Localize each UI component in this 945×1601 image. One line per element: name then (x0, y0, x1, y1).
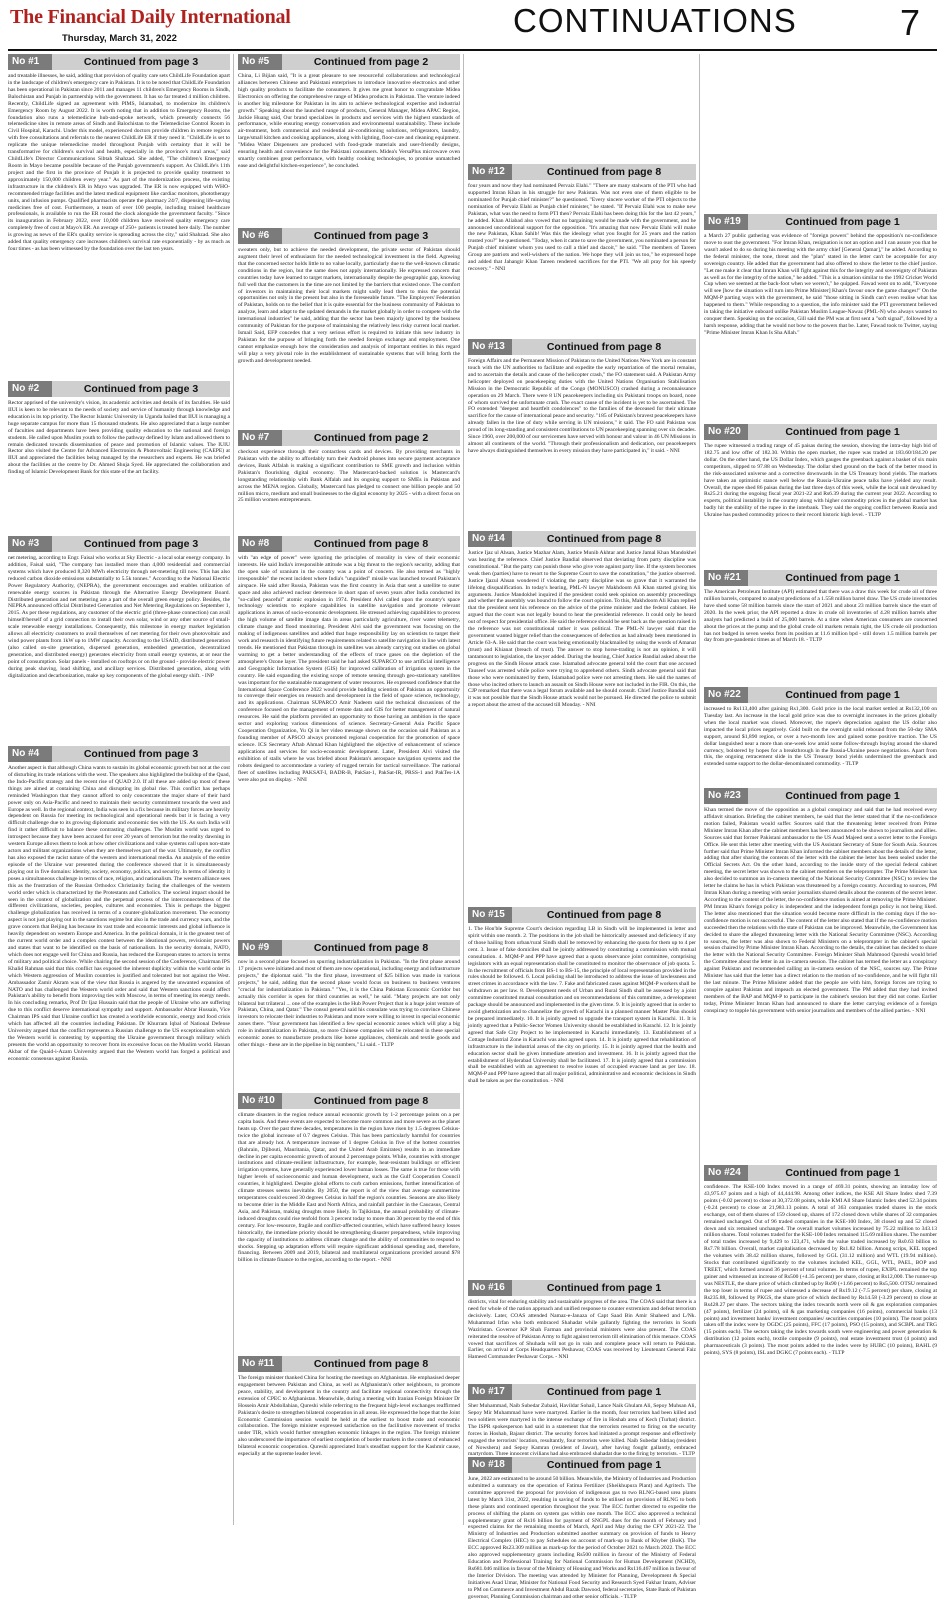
article-19 (704, 214, 937, 421)
article-number: No #20 (704, 424, 748, 440)
article-number: No #5 (238, 54, 282, 70)
article-12 (468, 164, 696, 336)
article-22 (704, 687, 937, 785)
article-body: climate disasters in the region reduce annual economic growth by 1-2 percentage points on a per capita basis. And these events are expected to become more common and more severe as the planet heats up. Over the past three decades, temperatures in the region have risen by 1.5 degrees Celsius-twice the global increase of 0.7 degrees Celsius. This has been particularly harmful for countries that are already hot. A temperature increase of 1 degree Celsius in five of the hottest countries (Bahrain, Djibouti, Mauritania, Qatar, and the United Arab Emirates) results in an immediate decline in per capita economic growth of around 2 percentage points. While, countries with stronger institutions and climate-resilient infrastructure, for example, heat-resistant buildings or efficient irrigation systems, have generally experienced lower human losses. The same is true for those with higher levels of socioeconomic and human development, such as the Gulf Cooperation Council countries, it highlighted. Despite global efforts to curb carbon emissions, further intensification of climate stresses seems inevitable. By 2050, the report is of the view that average summertime temperatures could exceed 30 degrees Celsius in half the region's countries. Seasons are also likely to become drier in the Middle East and North Africa, and rainfall patchier in the Caucasus, Central Asia, and Pakistan, making droughts more likely. In Tajikistan, the annual probability of climate-induced droughts could rise tenfold from 3 percent today to more than 30 percent by the end of this century. For low-resource, fragile and conflict-affected countries, which have suffered heavy losses historically, the immediate priority should be strengthening disaster preparedness, while improving the capacity of institutions to address climate change and the ability of communities to respond to shocks. Stepping up adaptation efforts will require significant additional spending and, therefore, financing. Between 2009 and 2019, bilateral and multilateral organizations provided around $78 billion in climate finance to the region, according to the report. - NNI (238, 1112, 460, 1264)
article-continued-label: Continued from page 8 (546, 533, 662, 545)
article-continued-label: Continued from page 8 (546, 909, 662, 921)
article-number: No #7 (238, 430, 282, 446)
article-7 (238, 430, 460, 533)
article-header (704, 214, 937, 230)
article-3 (8, 536, 230, 744)
article-continued-label: Continued from page 8 (313, 942, 429, 954)
article-number: No #1 (8, 54, 52, 70)
article-body: checkout experience through their contactless cards and devices. By providing merchants in Pakistan with the ability to affordably turn their Android phones into secure payment acceptance devices, Bank Alfalah is making a significant contribution to SME growth and inclusion within Pakistan's flourishing digital economy. The Mastercard-backed solution is Mastercard's longstanding relationship with Bank Alfalah and its ongoing support to SMEs in Pakistan and across the MENA region. Globally, Mastercard has pledged to connect one billion people and 50 million micro, medium and small businesses to the digital economy by 2025 - with a direct focus on 25 million women entrepreneurs. (238, 449, 460, 504)
article-body: a March 27 public gathering was evidence of "foreign powers" behind the opposition's no-confidence move to oust the government. "For Imran Khan, resignation is not an option and I can assure you that he wasn't asked to do so during his meeting with the army chief [General Qamar]," he added. According to the federal minister, the tone, threat and the "plan" stated in the letter can't be acceptable for any sovereign country. He added that the government had also offered to show the letter to the chief justice. "Let me make it clear that Imran Khan will fight against this for the integrity and sovereignty of Pakistan as well as for the integrity of the nation," he added. "This is a situation similar to the 1992 Cricket World Cup when we seemed at the back-foot when we weren't," he quipped. Fawad went on to add, "Everyone will see [how the situation will turn into Prime Minister] Khan's favour once the game changes!" On the MQM-P parting ways with the government, he said "those sitting in Sindh can't even realise what has happened to them." While responding to a question, the info minister said the PTI government believed in taking the initiative onboard unlike Pakistan Muslim League-Nawaz (PML-N) who always wanted to conquer them. Speaking on the occasion, Gill said the PM was at first sent a "soft signal", followed by a harsh response, adding that he would not bow to the powers that be. Later, Fawad took to Twitter, saying "Prime Minister Imran Khan Is Sha Allah." (704, 233, 937, 336)
article-6 (238, 228, 460, 428)
article-body: Another aspect is that although China wants to sustain its global economic growth but not at the cost of disturbing its trade relations with the west. The speakers also highlighted the buildup of the Quad, the Indo-Pacific strategy and the recent rise of QUAD 2.0. If all these are added up most of these things are aimed at containing China and disrupting its global rise. This conflict has perhaps reminded Washington that they cannot afford to only concentrate the major share of their hard power only on Asia-Pacific and need to maintain their security commitment towards the west and Europe as well. In the regional context, India was seen in a fix because its military forces are heavily dependent on Russia for meeting its technological and operational needs but it is facing a very difficult challenge due to its growing diplomatic and economic ties with the US. As such India will find it rather difficult to balance these contrasting challenges. The Muslim world was urged to introspect because they have been accused for over 20 years of terrorism but the reality dawning in western Europe allows them to look at how other civilizations and value systems call upon non-state actors and militant organizations when they are themselves part of the war. Ultimately, the conflict has also exposed the racist nature of the western and international media. An analysis of the entire episode of the Ukraine war presented during the conference showed that it is simultaneously playing out in five domains: identity, society, economy, politics, and security. In terms of identity it poses a simultaneous challenge in terms of race, religion, and nationalism. The western alliance sees this as the frustration of the Russian Orthodox Christianity facing the challenges of the western world order which is characterized by the Protestants and Catholics. The societal impact should be seen in the context of globalization and the perpetual process of the interconnectedness of the different civilizations, societies, peoples, cultures and economies. This is perhaps the biggest challenge globalization has received in terms of a counter-globalization movement. The economy aspect is not just playing out in the sanctions regime but also in the trade and currency wars, and the grave concern that Beijing has because its vast trade and economic interests and global influence is heavily dependent on western Europe and America. In the political domain, it is the greatest test of the current world order and a complex contest between the ideational powers, revisionist powers and states that want to be identified on the basis of nationalism. In the security domain, NATO, which does not engage well for China and Russia, has reduced the European states to actors in terms of military and political choice. While chairing the second session of the Conference, Chairman IPS Khalid Rahman said that this conflict has exposed the inherent duplicity within the world order in which Western aggression of Muslim countries is justified and tolerated but not against the West. Ambassador Zamir Akram was of the view that Russia is angered by the unwanted expansion of NATO and has challenged the Western world order and said that Western sanctions could affect Pakistan's ability to benefit from improving ties with Moscow, in terms of meeting its energy needs. In his concluding remarks, Prof Dr Ijaz Hussain said that the people of Ukraine who are suffering due to this conflict deserve international sympathy and support. Ambassador Abrar Hussain, Vice Chairman IPS said that Ukraine conflict has created a worldwide economic, energy and food crisis which has affected all the countries including Pakistan. Dr Khurram Iqbal of National Defense University argued that the conflict represents a Russian challenge to the US exceptionalism which the Western world is contesting by supporting the Ukraine government through military which presents the world an opportunity to recover from its excessive focus on the Muslim world. Hassan Akbar of the Quaid-i-Azam University argued that the Western world has forged a political and economic consensus against Russia. (8, 765, 230, 1062)
column-2 (238, 54, 460, 1527)
article-continued-label: Continued from page 2 (313, 432, 429, 444)
article-body: sweaters only, but to achieve the needed development, the private sector of Pakistan should augment their level of enthusiasm for the needed technological investment in the field. Agreeing that the concerned sector holds little to no value locally, particularly due to the well-known climatic conditions in the region, but the same does not apply internationally. He expressed concern that countries today have learned to target markets, internationally despite the geographic gap, knowing full well that the customers in the time are not limited by the barriers that existed once. The comfort of investors in maintaining their local markets might sadly lead them to miss the potential opportunities not only in the present but also in the foreseeable future. "The Employers' Federation of Pakistan, holds on to the belief that it is quite essential for the business community of Pakistan to analyze, learn and adapt to the updated demands in the market globally in order to compete with the international industries" he said, adding that the sector has been majorly ignored by the business community of Pakistan for the purpose of maintaining the relatively less risky current local market. Ismail Said, EFP concedes that a very serious effort is required to initiate this new industry in Pakistan for the purpose of bringing forth the needed foreign exchange and employment. One cannot emphasize enough how the consideration and analysis of important entities in this regard will play a very pivotal role in the establishment of sustainable systems that will bring forth the growth and development needed. (238, 247, 460, 364)
article-continued-label: Continued from page 1 (785, 1167, 900, 1179)
article-number: No #22 (704, 687, 748, 703)
article-header (468, 1457, 696, 1473)
article-number: No #2 (8, 381, 52, 397)
publication-date: Thursday, March 31, 2022 (62, 33, 177, 44)
article-body: confidence. The KSE-100 Index moved in a range of 469.31 points, showing an intraday low of 43,975.67 points and a high of 44,444.98. Among other indices, the KSE All Share Index shed 7.39 points (-0.02 percent) to close at 30,372.08 points, while KMI All Share Islamic Index shed 52.34 points (-0.24 percent) to close at 21,983.13 points. A total of 363 companies traded shares in the stock exchange, out of them shares of 159 closed up, shares of 172 closed down while shares of 32 companies remained unchanged. Out of 96 traded companies in the KSE-100 Index, 38 closed up and 52 closed down and six remained unchanged. The overall market volumes increased by 75.22 million to 343.13 million shares. Total volumes traded for the KSE-100 Index remained 115.69 million shares. The number of total trades increased by 9,429 to 123,471, while the value traded increased by Rs0.63 billion to Rs7.78 billion. Overall, market capitalisation decreased by Rs1.82 billion. Among scrips, KEL topped the volumes with 38.42 million shares, followed by GGL (31.12 million) and WTL (19.94 million). Stocks that contributed significantly to the volumes included KEL, GGL, WTL, PAEL, BOP and TREET, which formed around 36 percent of total volumes. In terms of rupee, EXIPL remained the top gainer and witnessed an increase of Rs500 (+4.35 percent) per share, closing at Rs12,000. The runner-up was NESTLE, the share price of which climbed up by Rs90 (+1.66 percent) to Rs5,500. OTSU remained the top loser in terms of rupee and witnessed a decrease of Rs19.12 (-7.5 percent) per share, closing at Rs235.88, followed by PKGS, the share price of which declined by Rs14.58 (-3.29 percent) to close at Rs428.27 per share. The sectors taking the index towards north were oil & gas exploration companies (47 points), fertilizer (24 points), oil & gas marketing companies (16 points), commercial banks (13 points) and investment banks/ investment companies/ securities companies (10 points). The most points taken off the index were by OGDC (25 points), FFC (17 points), PSO (15 points), and SCBPL and TRG (15 points each). The sectors taking the index towards south were engineering and power generation & distribution (12 points each), textile composite (9 points), real estate investment trust (4 points) and pharmaceuticals (3 points). The most points added to the index were by HUBC (10 points), BAHL (9 points), SYS (8 points), ISL and DGKC (7 points each). - TLTP (704, 1184, 937, 1357)
article-header (704, 687, 937, 703)
article-continued-label: Continued from page 1 (785, 790, 900, 802)
article-body: Foreign Affairs and the Permanent Mission of Pakistan to the United Nations New York are in constant touch with the UN authorities to facilitate and expedite the early repatriation of the mortal remains, and to ascertain the details and cause of the helicopter crash," the FO statement said. A Pakistan Army helicopter deployed on peacekeeping duties with the United Nations Organisation Stabilisation Mission in the Democratic Republic of the Congo (MONUSCO) crashed during a reconnaissance operation on 29 March. There were 8 UN peacekeepers including six Pakistani troops on board, none of whom survived the unfortunate crash. The exact cause of the incident is yet to be ascertained. The FO extended "deepest and heartfelt condolences" to the families of the deceased for their ultimate sacrifice for the cause of international peace and security. "185 of Pakistan's bravest peacekeepers have already fallen in the line of duty while serving in UN missions," it said. The FO said Pakistan was proud of its long-standing and consistent contributions to UN peacekeeping spanning over six decades. Since 1960, over 200,000 of our servicemen have served with honour and valour in 46 UN Missions in almost all continents of the world. "Through their professionalism and dedication, our peacekeepers have always distinguished themselves in every mission they have participated in," it said. - NNI (468, 358, 696, 454)
article-14 (468, 531, 696, 904)
masthead (0, 0, 945, 52)
article-header (704, 788, 937, 804)
article-continued-label: Continued from page 2 (313, 56, 429, 68)
article-header (468, 339, 696, 355)
article-continued-label: Continued from page 1 (785, 426, 900, 438)
article-header (468, 907, 696, 923)
article-continued-label: Continued from page 8 (546, 166, 662, 178)
article-body: Justice Ijaz ul Ahsan, Justice Mazhar Alam, Justice Munib Akhtar and Justice Jamal Khan Mandokhel was hearing the reference. Chief Justice Bandial observed that deviating from party discipline was constitutional. "But the party can punish those who give vote against party line. If the system becomes weak then (parties) have to resort to the Supreme Court to save the constitution," the justice observed. Justice Ijazul Ahsan wondered if violating the party discipline was so grave that it warranted the lifelong disqualification. In today's hearing, PML-N lawyer Makhdoom Ali Khan started giving his arguments. Justice Mandokhel inquired if the president could seek opinion on assembly proceedings and whether the assembly was bound to follow the court opinion. To this, Makhdoom Ali Khan replied that the president sent his reference on the advice of the prime minister and the federal cabinet. He argued that the court was not legally bound to hear the presidential reference. It could only be heard out of respect for presidential office. He said the reference should be sent back as the question raised in the reference was not constitutional rather it was political. The PML-N lawyer said that the government wanted bigger relief than the consequences of defection as had already been mentioned in Article 63-A. He said that the court was being emotionally blackmailed by using the words of Amanat (trust) and Khianat (breach of trust). The answer to stop horse-trading is not an opinion, it will tantamount to legislation, the lawyer added. During the hearing, Chief Justice Bandial asked about the progress on the Sindh House attack case. Islamabad advocate general told the court that one accused Tauseef was arrested while police were trying to apprehend others. Sindh advocate general said that those who were nominated by them, Islamabad police were not arresting them. He said the names of those who incited others to launch an assault on Sindh House were not included in the FIR. On this, the CJP remarked that there was a legal forum available and he should consult. Chief Justice Bandial said it was not possible that the Sindh House attack would not be pursued. He directed the police to submit a report about the arrest of the accused till Monday. - NNI (468, 550, 696, 709)
column-divider (463, 54, 464, 1525)
article-continued-label: Continued from page 1 (785, 689, 900, 701)
article-header (468, 531, 696, 547)
article-5 (238, 54, 460, 226)
article-number: No #10 (238, 1093, 282, 1109)
article-body: now in a second phase focused on spurring industrialization in Pakistan. "In the first phase around 17 projects were initiated and most of them are now operational, including energy and infrastructure projects," the diplomat said. "In the first phase, investment of $25 billion was made in various projects," he said, adding that the second phase would focus on business to business ventures "crucial for industrialization in Pakistan." "Yes, it is the China Pakistan Economic Corridor but actually this corridor is open for third countries as well," he said. "Many projects are not only bilateral but trilateral ... one of the examples is the Hub Power Project that is a huge joint venture of Pakistan, China, and Qatar." The consul general said his consulate was trying to convince Chinese investors to relocate their industries to Pakistan and more were willing to invest in special economic zones there. "Your government has identified a few special economic zones which will play a big role in industrialization in Pakistan, so more Chinese companies will be relocated in these special economic zones to manufacture products like home appliances, chemicals and textile goods and other things - these are in the pipeline in big numbers," Li said. - TLTP (238, 959, 460, 1049)
article-body: Khan termed the move of the opposition as a global conspiracy and said that he had received every affidavit situation. Briefing the cabinet members, he said that the letter stated that if the no-confidence motion failed, Pakistan would suffer. Sources said that the threatening letter received from Prime Minister Imran Khan after the cabinet members has been announced to be shown to journalists and allies. Sources said that former Pakistani ambassador to the US Asad Majeed sent a secret letter to the Foreign Office. He sent this letter after meeting with the US Assistant Secretary of State for South Asia. Sources further said that Prime Minister Imran Khan informed the cabinet members about the details of the letter, adding that after sharing the contents of the letter with the cabinet the letter has been sealed under the Official Secrets Act. On the other hand, according to the inside story of the special federal cabinet meeting, the secret letter was shown to the cabinet members on the teleprompter. The Prime Minister has also decided to summon an in-camera meeting of the National Security Committee (NSC) to review the letter he claims he has in which Pakistan was threatened by a foreign country. According to sources, PM Imran Khan during a meeting with senior journalists shared details about the contents of the secret letter. According to the content of the letter, the no-confidence motion is aimed at removing the Prime Minister. PM Imran Khan's foreign policy is independent and the independent foreign policy is not being liked. The letter also mentioned that the situation would become more difficult in the coming days if the no-confidence motion is not successful. The content of the letter also stated that if the no-confidence motion succeeded then the relations with the state of Pakistan can be improved. Meanwhile, the Government has decided to share the alleged threatening letter with the National Security Committee (NSC). According to sources, the letter was also shown to Federal Ministers on a teleprompter in the cabinet's special session chaired by Prime Minister Imran Khan. According to the details, the cabinet has decided to share the letter with the National Security Committee. Foreign Minister Shah Mahmood Qureshi would brief the Committee about the letter in an in-camera session. The cabinet has termed the letter as a conspiracy against Pakistan and recommended calling an in-camera session of the NSC, sources say. The Prime Minister has said that the letter has a direct relation to the motion of no-confidence, and he will fight till the last minute. The Prime Minister added that the people are with him, foreign forces are trying to conspire against Pakistan and impeach an elected government. The PM added that they had invited members of the BAP and MQM-P to participate in the cabinet's session but they did not come. Earlier today, Prime Minister Imran Khan had announced to share the letter carrying evidence of a foreign conspiracy to topple his government with senior journalists and members of the allied parties. - NNI (704, 807, 937, 1014)
article-body: The American Petroleum Institute (API) estimated that there was a draw this week for crude oil of three million barrels, compared to analyst predictions of a 1.558 million barrel draw. The US crude inventories have shed some 58 million barrels since the start of 2021 and about 23 million barrels since the start of 2020. In the week prior, the API reported a draw in crude oil inventories of 4.28 million barrels after analysts had predicted a build of 25,000 barrels. At a time when American consumers are concerned about the prices at the pump and the global crude oil markets remain tight, the US crude oil production has not budged in seven weeks from its position at 11.6 million bpd - still down 1.5 million barrels per day from pre-pandemic times as of March 18. - TLTP (704, 589, 937, 644)
publication-name: The Financial Daily International (10, 6, 291, 28)
article-header (238, 430, 460, 446)
article-10 (238, 1093, 460, 1353)
article-continued-label: Continued from page 3 (83, 538, 199, 550)
article-20 (704, 424, 937, 567)
article-23 (704, 788, 937, 1162)
article-number: No #13 (468, 339, 512, 355)
article-continued-label: Continued from page 8 (313, 1095, 429, 1107)
article-number: No #16 (468, 1280, 512, 1296)
article-header (238, 54, 460, 70)
column-3 (468, 54, 696, 1600)
article-continued-label: Continued from page 8 (313, 1358, 429, 1370)
article-body: Rector apprised of the university's vision, its academic activities and details of its faculties. He said IIUI is keen to be relevant to the needs of society and service of humanity through knowledge and education is its top priority. The Rector Islamic University in Uganda hailed that IIUI is managing a huge separate campus for more than 15 thousand students. He also appreciated that a large number of faculties and departments have been providing quality education to the national and foreign students. He called upon Muslim youth to follow the pathway defined by Islam and allowed them to remain dedicated towards dissemination of peace and promotion of Islamic values. The IUIU Rector also visited the Centre for Advanced Electronics & Photovoltaic Engineering (CAEPE) at IIUI and appreciated the facilities being managed by the researchers and experts. He was briefed about the facilities at the centre by Dr. Ahmed Shuja Syed. He appreciated the collaboration and finding of Islamic Development Bank for this state of the art facility. (8, 400, 230, 476)
article-number: No #6 (238, 228, 282, 244)
article-header (238, 536, 460, 552)
article-continued-label: Continued from page 1 (785, 216, 900, 228)
article-continued-label: Continued from page 1 (785, 572, 900, 584)
section-title: CONTINUATIONS (513, 2, 797, 39)
article-continued-label: Continued from page 8 (546, 341, 662, 353)
article-number: No #24 (704, 1165, 748, 1181)
column-divider (233, 54, 234, 1525)
article-11 (238, 1356, 460, 1527)
article-9 (238, 940, 460, 1090)
article-number: No #14 (468, 531, 512, 547)
article-body: and treatable illnesses, he said, adding that provision of quality care sets ChildLife Foundation apart in the landscape of children's emergency care in Pakistan. It is to be noted that ChildLife Foundation has been operational in Pakistan since 2011 and manages 11 children's Emergency Rooms in Sindh, Balochistan and Punjab in partnership with the government. It has so far treated 4 million children. Recently, ChildLife signed an agreement with PIMS, Islamabad, to modernize its children's Emergency Room by August 2022. It is worth noting that in addition to Emergency Rooms, the foundation also runs a telemedicine hub-and-spoke network, which presently connects 56 telemedicine sites in remote areas of Sindh and Balochistan to the Telemedicine Control Room in Civil Hospital, Karachi. Under this model, experienced doctors provide children in remote regions with free consultations and referrals to the nearest ChildLife ER if they need it. "ChildLife is set to replicate the unique telemedicine model throughout Punjab with certainty that it will be transformative for children's survival and health, especially in the province's rural areas," said ChildLife's Director Communications Sibtah Shahzad. She added, "The children's Emergency Room in Mayo became possible because of the Punjab government's support. As ChildLife's 11th project and the first in the province of Punjab it is projected to provide quality treatment to approximately 150,000 children every year." As part of the modernization process, the existing infrastructure in the children's ER in Mayo was upgraded. The ER is now equipped with WHO-recommended triage facilities and the latest medical equipment like cardiac monitors, phototherapy units, and infusion pumps. Qualified pharmacists operate the pharmacy 24/7, dispensing life-saving medicines free of cost. Furthermore, a team of over 100 people, including trained healthcare professionals, is available to run the ER round the clock alongside the government faculty. "Since its inauguration in February 2022, over 10,000 children have received quality emergency care completely free of cost at Mayo's ER. An average of 250+ patients is treated here daily. The number is growing as news of the ER's quality service is spreading across the city," said Shahzad. She also added that quality emergency care increases children's survival rate exponentially - by as much as four times - as has been witnessed by the foundation over the last ten years. (8, 73, 230, 253)
article-header (468, 1384, 696, 1400)
column-1 (8, 54, 230, 1527)
article-body: net metering, according to Engr. Faisal who works at Sky Electric - a local solar energy company. In addition, Faisal said, "The company has installed more than 4,000 residential and commercial systems which have produced 8,320 MWh electricity through net-metering till now. This has also reduced carbon dioxide emissions substantially to 5.5k tonnes." According to the National Electric Power Regulatory Authority, (NEPRA), the government encourages and enables utilization of renewable energy sources in Pakistan through the Alternative Energy Development Board. Distributed generation and net metering are a part of the overall green energy policy. Besides, the NEPRA announced official Distributed Generation and Net Metering Regulations on September 1, 2015. As per these regulations, any customer of the electric grid (three-phase connection) can avail himself/herself of a grid connection to install their own solar, wind or any other source of small-scale renewable energy installations. Consequently, this milestone in energy market legislation allows all electricity customers to avail themselves of net metering for their own photovoltaic and wind power plants from 1kW up to 1MW capacity. According to the USAID, distributed generation (also called on-site generation, dispersed generation, embedded generation, decentralized generation, and distributed energy) generates electricity from small energy systems, at or near the point of consumption. Solar panels - installed on rooftops or on the ground - provide electric power during peak shaving, load shifting, and ancillary services. Distributed generation, along with digitalization and decarbonization, make up key components of the global energy shift. - INP (8, 555, 230, 679)
article-header (238, 228, 460, 244)
article-header (8, 54, 230, 70)
article-header (468, 1280, 696, 1296)
article-17 (468, 1384, 696, 1458)
article-number: No #11 (238, 1356, 282, 1372)
article-number: No #18 (468, 1457, 512, 1473)
article-continued-label: Continued from page 3 (83, 748, 199, 760)
article-2 (8, 381, 230, 533)
article-number: No #12 (468, 164, 512, 180)
article-number: No #17 (468, 1384, 512, 1400)
article-continued-label: Continued from page 1 (546, 1282, 662, 1294)
masthead-rule (8, 49, 937, 51)
article-header (238, 1356, 460, 1372)
article-continued-label: Continued from page 1 (546, 1459, 662, 1471)
article-number: No #21 (704, 570, 748, 586)
article-8 (238, 536, 460, 937)
article-body: four years and now they had nominated Pervaiz Elahi." "There are many stalwarts of the PTI who had supported Imran Khan in his struggle for new Pakistan. Was not even one of them eligible to be nominated for Punjab chief minister?" he questioned. "Every sincere worker of the PTI objects to the nomination of Pervaiz Elahi as Punjab chief minister," he stated. "If Pervaiz Elahi was to make new Pakistan, what was the need to form PTI then? Pervaiz Elahi has been doing this for the last 42 years," he added. Khan Aliabad also vowed that no bargaining would be made with the government, and he announced unconditional support for the opposition. "It's amazing that now Pervaiz Elahi will make the new Pakistan, Khan Sahib! Was this the ideology what you fought for 25 years and the nation trusted you?" he questioned. "Today, when it came to save the government, you nominated a person for Punjab chief minister whom you used to call a thief and dacoit," he said. "The members of Tareen Group are patriots and well-wishers of the nation. We hope they will join us too," he expressed hope and added that Jahangir Khan Tareen rendered sacrifices for the PTI. "We all pray for his speedy recovery." - NNI (468, 183, 696, 273)
article-4 (8, 746, 230, 1523)
article-1 (8, 54, 230, 379)
article-number: No #8 (238, 536, 282, 552)
article-24 (704, 1165, 937, 1527)
column-4 (704, 54, 937, 1527)
article-header (704, 1165, 937, 1181)
article-15 (468, 907, 696, 1277)
article-continued-label: Continued from page 3 (83, 56, 199, 68)
article-body: June, 2022 are estimated to be around 50 billion. Meanwhile, the Ministry of Industries and Production submitted a summary on the operation of Fatima Fertilizer (Sheikhupura Plant) and Agritech. The committee approved the proposal for provision of indigenous gas to two RLNG-based urea plants latest by March 31st, 2022, resulting in saving of funds to be utilised on provision of RLNG to both these plants and continued operation throughout the year. The ECC further directed to expedite the process of shifting the plants on system gas within one month. The ECC also approved a technical supplementary grant of Rs16 billion for payment of SNGPL dues for the month of February and expected claims for the remaining months of March, April and May during the CFY 2021-22. The Ministry of Industries and Production submitted another summary on provision of funds to Heavy Electrical Complex (HEC) to pay Schedules on account of mark-up to Bank of Khyber (BoK). The ECC approved Rs23.309 million as mark-up for the period of October 2021 to March 2022. The ECC also approved supplementary grants including Rs500 million in favour of the Ministry of Federal Education and Professional Training for National Commission for Human Development (NCHD), Rs681.046 million in favour of the Ministry of Housing and Works and Rs116.467 million in favour of the Interior Division. The meeting was attended by Minister for Planning, Development & Special Initiatives Asad Umar, Minister for National Food Security and Research Syed Fakhar Imam, Adviser to PM on Commerce and Investment Abdul Razak Dawood, federal secretaries, State Bank of Pakistan governor, Planning Commission chairman and other senior officials. - TLTP (468, 1476, 696, 1600)
article-body: districts, vital for enduring stability and sustainable progress of the area. The COAS said that there is a need for whole of the nation approach and unified response to counter extremism and defeat terrorism decisively. Later, COAS attended Namaz-e-Janaza of Capt Saad Bin Amir Shaheed and L/Nk. Muhammad Irfan who both embraced Shahadat while gallantly fighting the terrorists in South Waziristan. Governor KP Shah Farman and provincial ministers were also present. The COAS reiterated the resolve of Pakistan Army to fight against terrorism till elimination of this menace. COAS vowed that sacrifices of Shuhada will not go in vain and complete peace will return to Pakistan. Earlier, on arrival at Corps Headquarters Peshawar, COAS was received by Lieutenant General Faiz Hameed Commander Peshawar Corps. - NNI (468, 1299, 696, 1361)
page-number: 7 (900, 2, 921, 43)
article-continued-label: Continued from page 3 (83, 383, 199, 395)
article-header (238, 940, 460, 956)
column-divider (699, 54, 700, 1525)
article-body: Sher Muhammad, Naib Subedar Zubaid, Havildar Sohail, Lance Naik Ghulam Ali, Sepoy Muhsan Ali, Sepoy Mir Muhammad have were martyred. Earlier in the month, four terrorists had been killed and two soldiers were martyred in the intense exchange of fire in Hoshab area of Kech (Turbat) district. The ISPR spokesperson had said in a statement that the terrorists resorted to firing on the security forces in Hoshab, Bajaur district. The security forces had initiated a prompt response and effectively engaged the terrorists' location, resultantly, four terrorists were killed. Naib Subedar Ishtiaq (resident of Nowshera) and Sepoy Kamran (resident of Jawar), after having fought gallantly, embraced martyrdom. Three innocent civilians had also embraced shahadat due to the firing by terrorists. - TLTP (468, 1403, 696, 1458)
article-header (704, 570, 937, 586)
article-body: increased to Rs113,400 after gaining Rs1,300. Gold price in the local market settled at Rs132,100 on Tuesday last. An increase in the local gold price was due to overnight increases in the prices globally when the local market was closed. Moreover, the rupee's depreciation against the US dollar also impacted the local prices negatively. Gold built on the overnight solid rebound from the 50-day SMA support, around $1,890 region, or over a two-month low and gained some positive traction. The US dollar languished near a more than one-week low amid some follow-through buying around the shared currency, bolstered by hopes for a breakthrough in the Russia-Ukraine peace negotiations. Apart from this, the ongoing retracement slide in the US Treasury bond yields undermined the greenback and extended some support to the dollar-denominated commodity. - TLTP (704, 706, 937, 768)
article-body: 1. The Hon'ble Supreme Court's decision regarding LB in Sindh will be implemented in letter and spirit within one month. 2. The positions in the job shall be historically assessed and deficiency if any of those hailing from urban/rural Sindh shall be removed by enhancing the quota for them up to 4 per cent. 3. Issue of fake domiciles shall be jointly addressed by constituting a commission with mutual consultation. 4. MQM-P and PPP have agreed that a quota observance joint committee, comprising legislators with an equal representation shall be constituted to monitor the observance of job quota. 5. In the recruitment of officials from BS-1 to BS-15, the principle of local representation provided in the rules should be followed. 6. Local policing shall be introduced to address the issue of lawlessness and street crimes in accordance with the law. 7. Fake and fabricated cases against MQM-P workers shall be withdrawn as per law. 8. Development needs of Urban and Rural Sindh shall be assessed by a joint committee constituted mutual consultation and on recommendations of this committee, a development package should be announced and implemented in the given time. 9. It is jointly agreed that in order to avoid ghettoization and to channelize the growth of Karachi in a planned manner Master Plan should be prepared immediately. 10. It is jointly agreed to upgrade the transport system in Karachi. 11. It is jointly agreed that a Public-Sector Women University should be established in Karachi. 12. It is jointly agreed that Safe City Project to be implemented in Karachi immediately. 13. Establishment of a Cottage Industrial Zone in Karachi was also agreed upon. 14. It is jointly agreed that rehabilitation of infrastructure in the industrial areas of the city on priority. 15. It is jointly agreed that the health and education sector shall be given immediate attention and investment. 16. It is jointly agreed that the establishment of Hyderabad University shall be facilitated. 17. It is jointly agreed that a commission shall be established with an agreement to resolve issues of occupied evacuee land as per law. 18. MQM-P and PPP have agreed that all major political, administrative and economic decisions in Sindh shall be taken as per the constitution. - NNI (468, 926, 696, 1085)
article-header (8, 381, 230, 397)
article-header (8, 746, 230, 762)
article-header (8, 536, 230, 552)
article-body: China, Li Bijian said, "It is a great pleasure to see resourceful collaborations and technological alliances between Chinese and Pakistani enterprises to introduce innovative electronics and other high quality products to facilitate the consumers. It gives me great honor to congratulate Midea Electronics on offering the comprehensive range of Midea products in Pakistan. The venture indeed is another big milestone for Pakistan in its aim to achieve technological expertise and industrial growth." Speaking about the launched range of products, General Manager, Midea APAC Region, Jackie Huang said, Our brand specializes in products and services with the highest standards of performance, while ensuring energy conservation and environmental sustainability. These include air-treatment, both commercial and residential air-conditioning solutions, refrigerators, laundry, large/small kitchen and cooking appliances, along with lighting, floor-care and cleaning equipment. "Midea Water Dispensers are produced with food-grade materials and user-friendly designs, ensuring health and convenience for the Pakistani consumers. Midea's VersaPlus microwave oven smartly combines great performance, with healthy cooking technologies, to promise unmatched ease and delightful kitchen-experience", he concluded. (238, 73, 460, 169)
article-body: with "an edge of power" were ignoring the principles of morality in view of their economic interests. He said India's irresponsible attitude was a big threat to the region's security, adding that the open sale of uranium in the country was a point of concern. He also termed as "highly irresponsible" the recent incident where India's "unguided" missile was launched toward Pakistan's airspace. He said after Russia, Pakistan was the first country in Asia that sent a satellite to outer space and also achieved nuclear deterrence in short span of seven years after India conducted its "so-called peaceful" atomic explosion in 1974. President Alvi called upon the country's space technology scientists to explore capabilities in satellite navigation and promote relevant applications in areas of socio-economic development. He stressed achieving capabilities to process the high volume of satellite image data in areas particularly agriculture, river water telemetry, climate change and flood monitoring. President Alvi said the government was focusing on the making of indigenous satellites and added that huge responsibility lay on scientists to target their work and research in identifying future requirements related to satellite navigation in line with latest trends. He mentioned that Pakistan through its satellites was already carrying out studies on global warming to get a better understanding of the effects of trace gases on the depletion of the atmosphere's Ozone layer. The president said he had asked SUPARCO to use artificial intelligence and Geographic Information System (GIS) for improved calibration of irrigation system in the country. He said expanding the existing scope of remote sensing through geo-stationary satellites was important for the sustainable management of water resources. He expressed confidence that the International Space Conference 2022 would provide budding scientists of Pakistan an opportunity to converge their energies on research and development in the field of space science, technology, and its applications. Chairman SUPARCO Amir Nadeem said the technical discussions of the conference focused on the management of remote data and GIS for better management of natural resources. He said the platform provided an opportunity to those having an ambition in the space sector and exploring various dimensions of science. Secretary-General Asia Pacific Space Cooperation Organization, Yu Qi in her video message shown on the occasion said Pakistan as a founding member of APSCO always promoted regional cooperation for the promotion of space science. ICS Secretary Aftab Ahmad Khan highlighted the objective of enhancement of science applications and services for socio-economic development. Later, President Alvi visited the exhibition of stalls where he was briefed about Pakistan's aerospace navigation systems and the robots designed to accommodate a variety of rugged terrain for tactical surveillance. The national fleet of satellites including PAKSAT-I, BADR-B, PakSat-1, PakSat-IR, PRSS-1 and PakTes-1A were also put on display. - NNI (238, 555, 460, 783)
article-number: No #19 (704, 214, 748, 230)
article-21 (704, 570, 937, 684)
article-continued-label: Continued from page 8 (313, 538, 429, 550)
article-number: No #3 (8, 536, 52, 552)
article-number: No #4 (8, 746, 52, 762)
article-header (704, 424, 937, 440)
article-body: The foreign minister thanked China for hosting the meetings on Afghanistan. He emphasised deeper engagement between Pakistan and China, as well as Afghanistan's other neighbours, to promote peace, stability, and development in the country and facilitate regional connectivity through the extension of CPEC to Afghanistan. Meanwhile, during a meeting with Iranian Foreign Minister Dr Hossein Amir Abdollahian, Qureshi while referring to the frequent high-level exchanges reaffirmed Pakistan's desire to strengthen bilateral cooperation in all areas. He expressed the hope that the Joint Economic Commission session would be held at the earliest to boost trade and economic collaboration. The foreign minister expressed satisfaction on the facilitative movement of trucks under TIR, which would further strengthen economic linkages in the region. The foreign minister also underscored the importance of earliest completion of border markets in the context of enhanced bilateral economic cooperation. Qureshi appreciated Iran's steadfast support for the Kashmir cause, especially at the supreme leader level. (238, 1375, 460, 1458)
article-continued-label: Continued from page 1 (546, 1386, 662, 1398)
article-number: No #15 (468, 907, 512, 923)
article-continued-label: Continued from page 3 (313, 230, 429, 242)
article-16 (468, 1280, 696, 1381)
article-header (468, 164, 696, 180)
article-18 (468, 1457, 696, 1600)
article-13 (468, 339, 696, 528)
article-number: No #9 (238, 940, 282, 956)
article-number: No #23 (704, 788, 748, 804)
article-body: The rupee witnessed a trading range of 45 paisas during the session, showing the intra-day high bid of 182.75 and low offer of 182.30. Within the open market, the rupee was traded at 183.60/184.20 per dollar. On the other hand, the US Dollar Index, which gauges the greenback against a basket of six main competitors, slipped to 97.88 on Wednesday. The dollar shed ground on the back of the better mood in the risk-associated universe and a corrective downwards in the US Treasury bond yields. The markets have taken an optimistic stance well below the Russia-Ukraine peace talks have yielded any result. Overall, the rupee shed 86 paisas during the last three days of this week, while the local unit devalued by Rs25.21 during the ongoing fiscal year 2021-22 and Rs6.39 during the current year 2022. According to experts, political instability in the country along with higher commodity prices in the global market has badly hit the stability of the rupee in the interbank. They said the ongoing conflict between Russia and Ukraine has pushed commodity prices to their record historic high level. - TLTP (704, 443, 937, 519)
article-header (238, 1093, 460, 1109)
